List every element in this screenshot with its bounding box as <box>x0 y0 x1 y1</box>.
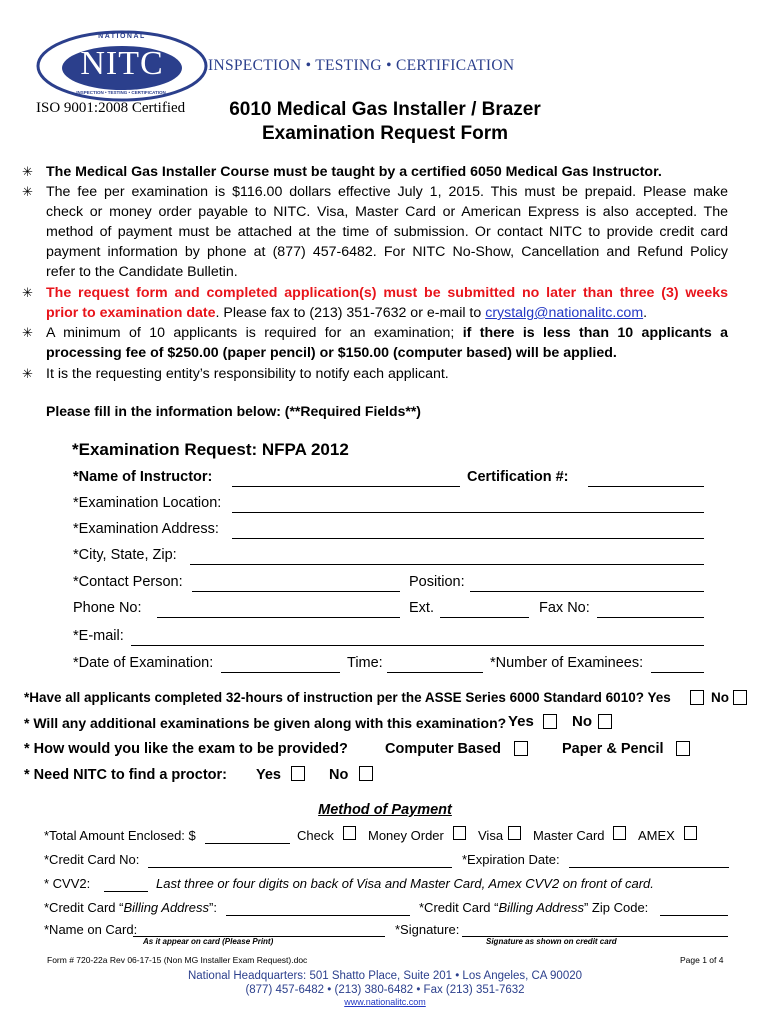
instruction-2 <box>46 182 728 282</box>
fax-label: Fax No: <box>539 600 590 616</box>
contact-label: *Contact Person: <box>73 574 183 590</box>
cvv-field[interactable] <box>104 891 148 892</box>
position-field[interactable] <box>470 591 704 592</box>
additional-no-checkbox[interactable] <box>598 714 612 729</box>
instruction-4-bold: processing fee of $250.00 (paper pencil) or $150.00 (computer based) will be applied. <box>46 345 617 361</box>
bullet-icon: ✳ <box>22 325 33 340</box>
billing-label-ital: Billing Address <box>123 900 209 915</box>
expiration-field[interactable] <box>569 867 729 868</box>
question-hours: *Have all applicants completed 32-hours of instruction per the ASSE Series 6000 Standard 6010? Yes <box>24 690 671 705</box>
certification-field[interactable] <box>588 486 704 487</box>
card-number-field[interactable] <box>148 867 452 868</box>
billing-address-label <box>44 900 217 915</box>
proctor-yes-checkbox[interactable] <box>291 766 305 781</box>
additional-no-label: No <box>572 713 592 730</box>
ext-field[interactable] <box>440 617 529 618</box>
fax-field[interactable] <box>597 617 704 618</box>
examinees-label: *Number of Examinees: <box>490 655 644 671</box>
instructor-name-field[interactable] <box>232 486 460 487</box>
total-amount-field[interactable] <box>205 843 290 844</box>
instruction-4 <box>46 323 728 363</box>
examinees-field[interactable] <box>651 672 704 673</box>
additional-yes-checkbox[interactable] <box>543 714 557 729</box>
amex-checkbox[interactable] <box>684 826 697 840</box>
amex-label: AMEX <box>638 828 675 843</box>
master-card-checkbox[interactable] <box>613 826 626 840</box>
email-field[interactable] <box>131 645 704 646</box>
paper-pencil-label: Paper & Pencil <box>562 741 664 757</box>
hours-no-checkbox[interactable] <box>733 690 747 705</box>
billing-address-field[interactable] <box>226 915 410 916</box>
position-label: Position: <box>409 574 465 590</box>
logo-ring-text: INSPECTION • TESTING • CERTIFICATION <box>76 90 166 95</box>
money-order-label: Money Order <box>368 828 444 843</box>
instruction-1: The Medical Gas Installer Course must be taught by a certified 6050 Medical Gas Instructor. <box>46 164 662 180</box>
certification-label: Certification #: <box>467 469 569 485</box>
instruction-3-text: . Please fax to (213) 351-7632 or e-mail to <box>215 305 486 321</box>
billing-zip-label <box>419 900 648 915</box>
instruction-4-bold: if there is less than 10 applicants a <box>462 325 728 341</box>
total-amount-label: *Total Amount Enclosed: $ <box>44 828 196 843</box>
bullet-icon: ✳ <box>22 285 33 300</box>
instruction-2-line: payment information by phone at (877) 457-6482. For NITC No-Show, Cancellation and Refund Policy <box>46 244 728 260</box>
email-label: *E-mail: <box>73 628 124 644</box>
form-title-line1: 6010 Medical Gas Installer / Brazer <box>229 99 541 120</box>
instruction-5: It is the requesting entity’s responsibility to notify each applicant. <box>46 366 449 382</box>
proctor-yes-label: Yes <box>256 767 281 783</box>
question-exam-format: * How would you like the exam to be provided? <box>24 741 348 757</box>
iso-certified: ISO 9001:2008 Certified <box>36 100 186 116</box>
master-card-label: Master Card <box>533 828 605 843</box>
check-checkbox[interactable] <box>343 826 356 840</box>
headquarters-address: National Headquarters: 501 Shatto Place, Suite 201 • Los Angeles, CA 90020 <box>187 970 582 982</box>
city-field[interactable] <box>190 564 704 565</box>
zip-label-post: ” Zip Code: <box>583 900 649 915</box>
page-number: Page 1 of 4 <box>680 955 724 965</box>
time-label: Time: <box>347 655 383 671</box>
billing-label-post: ”: <box>208 900 217 915</box>
instruction-4-text: A minimum of 10 applicants is required for an examination; <box>46 325 463 341</box>
cvv-label: * CVV2: <box>44 876 91 891</box>
visa-checkbox[interactable] <box>508 826 521 840</box>
bullet-icon: ✳ <box>22 184 33 199</box>
card-number-label: *Credit Card No: <box>44 852 140 867</box>
instruction-3 <box>46 283 728 323</box>
name-on-card-note: As it appear on card (Please Print) <box>143 937 274 946</box>
logo-main-text: NITC <box>80 45 164 82</box>
exam-date-field[interactable] <box>221 672 340 673</box>
signature-label: *Signature: <box>395 922 460 937</box>
hours-no-label: No <box>711 690 729 705</box>
zip-label-ital: Billing Address <box>498 900 584 915</box>
instruction-3-red-line: prior to examination date <box>46 305 216 321</box>
instruction-2-line: check or money order payable to NITC. Visa, Master Card or American Express is also accepted. The <box>46 204 728 220</box>
phone-label: Phone No: <box>73 600 142 616</box>
check-label: Check <box>297 828 334 843</box>
question-additional-exams: * Will any additional examinations be given along with this examination? <box>24 715 507 731</box>
section-title: *Examination Request: NFPA 2012 <box>72 440 349 459</box>
instructor-label: *Name of Instructor: <box>73 469 213 485</box>
location-field[interactable] <box>232 512 704 513</box>
location-label: *Examination Location: <box>73 495 222 511</box>
question-proctor: * Need NITC to find a proctor: <box>24 767 227 783</box>
address-label: *Examination Address: <box>73 521 219 537</box>
form-title-line2: Examination Request Form <box>262 123 508 144</box>
computer-based-checkbox[interactable] <box>514 741 528 756</box>
address-field[interactable] <box>232 538 704 539</box>
instruction-2-line: method of payment must be attached at the time of submission. Or contact NITC to provide credit card <box>46 224 728 240</box>
expiration-label: *Expiration Date: <box>462 852 560 867</box>
phone-field[interactable] <box>157 617 400 618</box>
name-on-card-label: *Name on Card: <box>44 922 138 937</box>
zip-label-pre: *Credit Card “ <box>419 900 499 915</box>
contact-email-link[interactable]: crystalg@nationalitc.com <box>485 305 644 321</box>
visa-label: Visa <box>478 828 504 843</box>
proctor-no-label: No <box>329 767 349 783</box>
fill-note: Please fill in the information below: (**Required Fields**) <box>46 403 421 419</box>
instruction-3-red-line: The request form and completed application(s) must be submitted no later than three (3) weeks <box>46 285 728 301</box>
header-tagline: INSPECTION • TESTING • CERTIFICATION <box>208 57 515 74</box>
signature-note: Signature as shown on credit card <box>486 937 617 946</box>
hours-yes-checkbox[interactable] <box>690 690 704 705</box>
computer-based-label: Computer Based <box>385 741 502 757</box>
cvv-note: Last three or four digits on back of Visa and Master Card, Amex CVV2 on front of card. <box>156 876 654 891</box>
billing-zip-field[interactable] <box>660 915 728 916</box>
exam-date-label: *Date of Examination: <box>73 655 214 671</box>
ext-label: Ext. <box>409 600 434 616</box>
logo-top-text: NATIONAL <box>98 33 146 40</box>
form-reference: Form # 720-22a Rev 06-17-15 (Non MG Installer Exam Request).doc <box>47 955 308 965</box>
billing-label-pre: *Credit Card “ <box>44 900 124 915</box>
time-field[interactable] <box>387 672 483 673</box>
proctor-no-checkbox[interactable] <box>359 766 373 781</box>
instruction-3-end: . <box>643 305 648 321</box>
website-link[interactable]: www.nationalitc.com <box>344 997 426 1007</box>
instruction-2-line: refer to the Candidate Bulletin. <box>46 264 238 280</box>
bullet-icon: ✳ <box>22 366 33 381</box>
city-label: *City, State, Zip: <box>73 547 177 563</box>
instruction-2-line: The fee per examination is $116.00 dollars effective July 1, 2015. This must be prepaid. Please make <box>46 184 728 200</box>
contact-field[interactable] <box>192 591 400 592</box>
paper-pencil-checkbox[interactable] <box>676 741 690 756</box>
bullet-icon: ✳ <box>22 164 33 179</box>
additional-yes-label: Yes <box>508 713 534 730</box>
money-order-checkbox[interactable] <box>453 826 466 840</box>
contact-phones: (877) 457-6482 • (213) 380-6482 • Fax (213) 351-7632 <box>245 984 525 996</box>
payment-title: Method of Payment <box>318 802 452 818</box>
